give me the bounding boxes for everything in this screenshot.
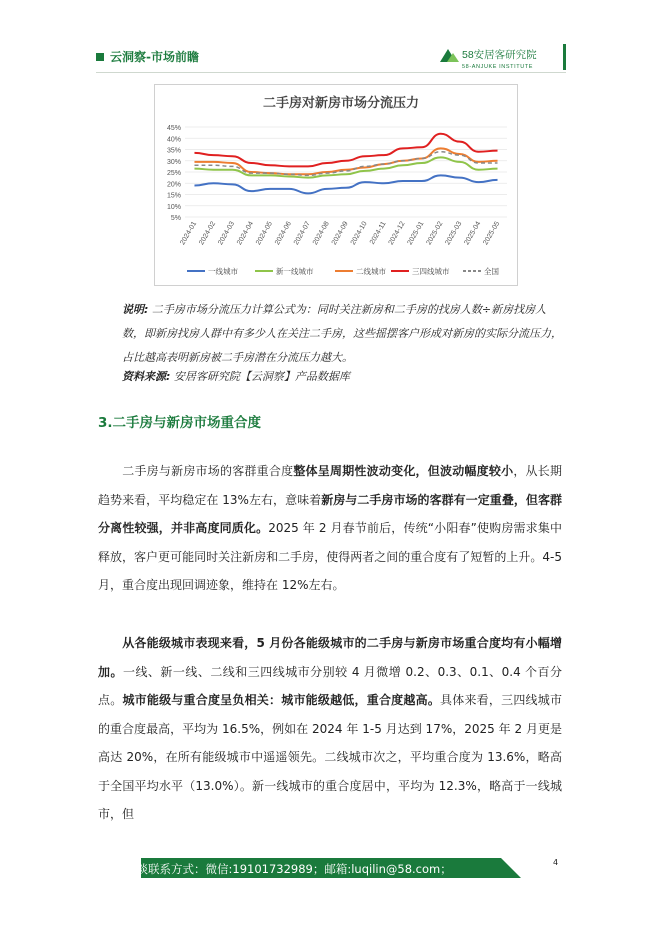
- y-tick-label: 35%: [166, 147, 181, 155]
- note-text: 二手房市场分流压力计算公式为：同时关注新房和二手房的找房人数÷新房找房人数，即新房找房人群中有多少人在关注二手房，这些摇摆客户形成对新房的实际分流压力，占比越高表明新房被二手房潜在分流压力越大。: [122, 303, 562, 364]
- data-source: [122, 368, 350, 384]
- footer-contact: 合作洽谈联系方式：微信:19101732989；邮箱:luqilin@58.com；: [102, 862, 452, 876]
- institute-logo: [438, 46, 558, 72]
- page-header: [96, 46, 566, 72]
- y-tick-label: 10%: [166, 203, 181, 211]
- x-tick-label: 2024-12: [387, 220, 407, 247]
- legend-label: 三四线城市: [412, 267, 450, 276]
- p1-bold-1: 整体呈周期性波动变化，但波动幅度较小: [293, 464, 514, 478]
- legend-label: 全国: [484, 267, 499, 276]
- x-tick-label: 2024-02: [198, 220, 218, 247]
- logo-sub-text: 58-ANJUKE INSTITUTE: [462, 64, 533, 70]
- p1-text-2: ，从长期趋势来看，平均稳定在 13%左右，意味着: [98, 464, 562, 507]
- x-tick-label: 2024-01: [179, 220, 199, 247]
- legend-label: 新一线城市: [276, 267, 314, 276]
- y-tick-label: 20%: [166, 181, 181, 189]
- x-tick-label: 2025-02: [425, 220, 445, 247]
- x-tick-label: 2024-09: [330, 220, 350, 247]
- paragraph-2: [98, 629, 562, 829]
- p1-text-1: 二手房与新房市场的客群重合度: [122, 464, 294, 478]
- p2-bold-1: 从各能级城市表现来看，5 月份各能级城市的二手房与新房市场重合度均有小幅增加。: [98, 636, 562, 679]
- x-tick-label: 2025-03: [444, 220, 464, 247]
- p2-text-1: 一线、新一线、二线和三四线城市分别较 4 月微增 0.2、0.3、0.1、0.4 个百分点。: [98, 664, 562, 707]
- header-marker: [96, 53, 104, 61]
- x-tick-label: 2025-04: [463, 220, 483, 247]
- chart-note: [122, 298, 562, 370]
- y-tick-label: 15%: [166, 192, 181, 200]
- x-tick-label: 2024-08: [311, 220, 331, 247]
- p1-text-3: 2025 年 2 月春节前后，传统“小阳春”使购房需求集中释放，客户更可能同时关注新房和二手房，使得两者之间的重合度有了短暂的上升。4-5 月，重合度出现回调迹象，维持在 12%左右。: [98, 521, 562, 592]
- logo-main-text: 58安居客研究院: [462, 49, 537, 61]
- x-tick-label: 2025-01: [406, 220, 426, 247]
- p2-bold-2: 城市能级与重合度呈负相关：城市能级越低，重合度越高。: [122, 693, 441, 707]
- header-accent-bar: [563, 44, 566, 70]
- x-tick-label: 2024-10: [349, 220, 369, 247]
- source-text: 安居客研究院【云洞察】产品数据库: [173, 370, 350, 383]
- y-tick-label: 40%: [166, 136, 181, 144]
- x-tick-label: 2025-05: [482, 220, 502, 247]
- note-label: 说明:: [122, 303, 149, 316]
- x-tick-label: 2024-05: [255, 220, 274, 247]
- chart-title: 二手房对新房市场分流压力: [262, 96, 420, 111]
- x-tick-label: 2024-04: [236, 220, 256, 247]
- header-divider: [96, 72, 566, 73]
- source-label: 资料来源:: [122, 370, 171, 383]
- page-footer: [96, 858, 476, 878]
- section-title: 3.二手房与新房市场重合度: [98, 415, 262, 431]
- x-tick-label: 2024-11: [368, 220, 388, 246]
- legend-label: 二线城市: [356, 267, 386, 276]
- y-tick-label: 5%: [170, 215, 181, 222]
- y-tick-label: 25%: [166, 170, 181, 177]
- x-tick-label: 2024-07: [292, 220, 312, 247]
- y-tick-label: 30%: [166, 158, 181, 166]
- x-tick-label: 2024-06: [273, 220, 293, 247]
- legend-label: 一线城市: [208, 267, 238, 276]
- paragraph-1: [98, 457, 562, 600]
- pressure-chart: [154, 84, 518, 286]
- p2-text-2: 具体来看，三四线城市的重合度最高，平均为 16.5%，例如在 2024 年 1-5 月达到 17%，2025 年 2 月更是高达 20%，在所有能级城市中遥遥领先。二线城市次之，平均重合度为 13.6%，略高于全国平均水平（13.0%）。新一线城市的重合度居中，平均为 12.3%，略高于一线城市，但: [98, 693, 562, 821]
- p1-bold-2: 新房与二手房市场的客群有一定重叠，但客群分离性较强，并非高度同质化。: [98, 492, 562, 535]
- header-title: 云洞察-市场前瞻: [110, 50, 199, 64]
- x-tick-label: 2024-03: [217, 220, 237, 247]
- y-tick-label: 45%: [166, 125, 181, 132]
- chart-svg: [155, 85, 517, 285]
- page-number: 4: [553, 858, 559, 867]
- series-line-一线城市: [194, 175, 497, 193]
